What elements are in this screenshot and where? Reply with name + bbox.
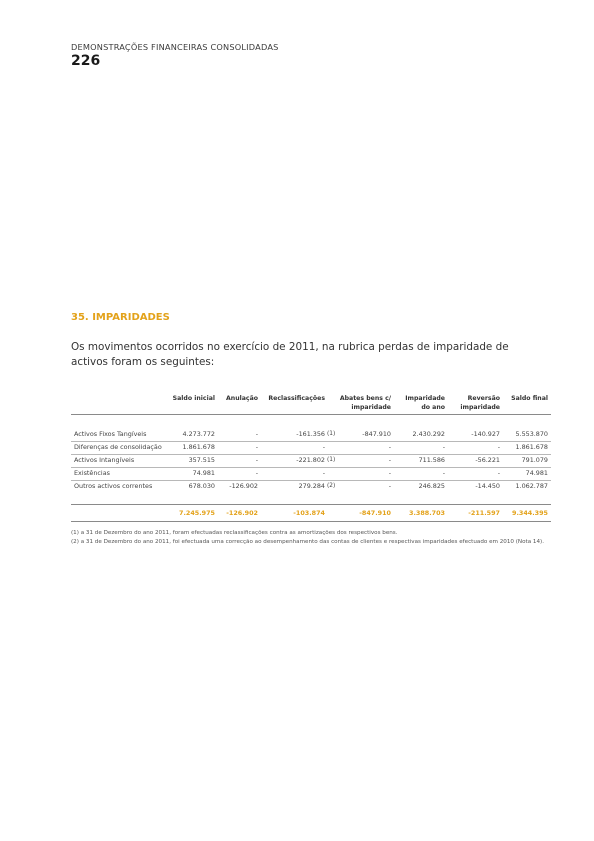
cell-reversao: - <box>497 443 500 451</box>
cell-saldo-final: 5.553.870 <box>515 430 548 438</box>
totals-row <box>71 509 551 518</box>
cell-abates: -847.910 <box>362 430 391 438</box>
document-header-title: DEMONSTRAÇÕES FINANCEIRAS CONSOLIDADAS <box>71 42 279 52</box>
cell-anulacao: -126.902 <box>229 482 258 490</box>
column-header-reclassificacoes: Reclassificações <box>268 395 325 402</box>
cell-saldo-inicial: 678.030 <box>188 482 215 490</box>
footnote-1: (1) a 31 de Dezembro do ano 2011, foram efectuadas reclassificações contra as amortizações dos respectivos bens. <box>71 530 398 536</box>
column-header-saldo-inicial: Saldo inicial <box>172 395 215 402</box>
cell-reversao: - <box>497 469 500 477</box>
footnote-2: (2) a 31 de Dezembro do ano 2011, foi efectuada uma correcção ao desempenhamento das contas de clientes e respectivas imparidades efectuado em 2010 (Nota 14). <box>71 539 545 545</box>
cell-anulacao: - <box>255 430 258 438</box>
total-anulacao: -126.902 <box>226 509 258 517</box>
cell-saldo-final: 74.981 <box>525 469 548 477</box>
cell-saldo-final: 791.079 <box>521 456 548 464</box>
section-intro: Os movimentos ocorridos no exercício de 2011, na rubrica perdas de imparidade de activos foram os seguintes: <box>71 341 509 368</box>
cell-abates: - <box>388 469 391 477</box>
cell-reclassificacoes: - <box>322 469 325 477</box>
row-label: Diferenças de consolidação <box>74 443 162 451</box>
column-header-abates: Abates bens c/ imparidade <box>339 395 391 411</box>
section-title: 35. IMPARIDADES <box>71 312 170 323</box>
cell-saldo-inicial: 4.273.772 <box>182 430 215 438</box>
table-row <box>71 482 551 491</box>
cell-note: (1) <box>327 431 336 437</box>
row-divider <box>71 467 551 468</box>
cell-imparidade-ano: - <box>442 443 445 451</box>
cell-saldo-inicial: 74.981 <box>192 469 215 477</box>
cell-imparidade-ano: 711.586 <box>418 456 445 464</box>
cell-abates: - <box>388 443 391 451</box>
cell-anulacao: - <box>255 469 258 477</box>
row-label: Existências <box>74 469 110 477</box>
cell-anulacao: - <box>255 456 258 464</box>
cell-imparidade-ano: 246.825 <box>418 482 445 490</box>
table-row <box>71 430 551 439</box>
cell-reversao: -56.221 <box>475 456 500 464</box>
total-saldo-final: 9.344.395 <box>512 509 548 517</box>
cell-imparidade-ano: - <box>442 469 445 477</box>
totals-divider-top <box>71 504 551 505</box>
cell-reversao: -14.450 <box>475 482 500 490</box>
cell-abates: - <box>388 456 391 464</box>
cell-imparidade-ano: 2.430.292 <box>412 430 445 438</box>
header-divider <box>71 414 551 415</box>
cell-anulacao: - <box>255 443 258 451</box>
column-header-reversao: Reversão imparidade <box>460 395 500 411</box>
page-number: 226 <box>71 53 101 69</box>
column-header-anulacao: Anulação <box>226 395 258 402</box>
cell-saldo-inicial: 357.515 <box>188 456 215 464</box>
total-abates: -847.910 <box>359 509 391 517</box>
cell-abates: - <box>388 482 391 490</box>
cell-reclassificacoes: -221.802 <box>296 456 325 464</box>
table-row <box>71 469 551 478</box>
row-divider <box>71 441 551 442</box>
column-header-imparidade-ano: Imparidade do ano <box>405 395 445 411</box>
total-imparidade-ano: 3.388.703 <box>409 509 445 517</box>
cell-note: (1) <box>327 457 336 463</box>
row-divider <box>71 454 551 455</box>
row-label: Activos Intangíveis <box>74 456 135 464</box>
row-label: Activos Fixos Tangíveis <box>74 430 147 438</box>
total-saldo-inicial: 7.245.975 <box>179 509 215 517</box>
totals-divider-bottom <box>71 521 551 522</box>
cell-saldo-final: 1.062.787 <box>515 482 548 490</box>
cell-saldo-final: 1.861.678 <box>515 443 548 451</box>
column-header-saldo-final: Saldo final <box>511 395 548 402</box>
table-row <box>71 443 551 452</box>
cell-reversao: -140.927 <box>471 430 500 438</box>
cell-note: (2) <box>327 483 336 489</box>
cell-reclassificacoes: -161.356 <box>296 430 325 438</box>
cell-saldo-inicial: 1.861.678 <box>182 443 215 451</box>
cell-reclassificacoes: - <box>322 443 325 451</box>
row-divider <box>71 480 551 481</box>
total-reclassificacoes: -103.874 <box>293 509 325 517</box>
row-label: Outros activos correntes <box>74 482 153 490</box>
table-row <box>71 456 551 465</box>
total-reversao: -211.597 <box>468 509 500 517</box>
cell-reclassificacoes: 279.284 <box>298 482 325 490</box>
